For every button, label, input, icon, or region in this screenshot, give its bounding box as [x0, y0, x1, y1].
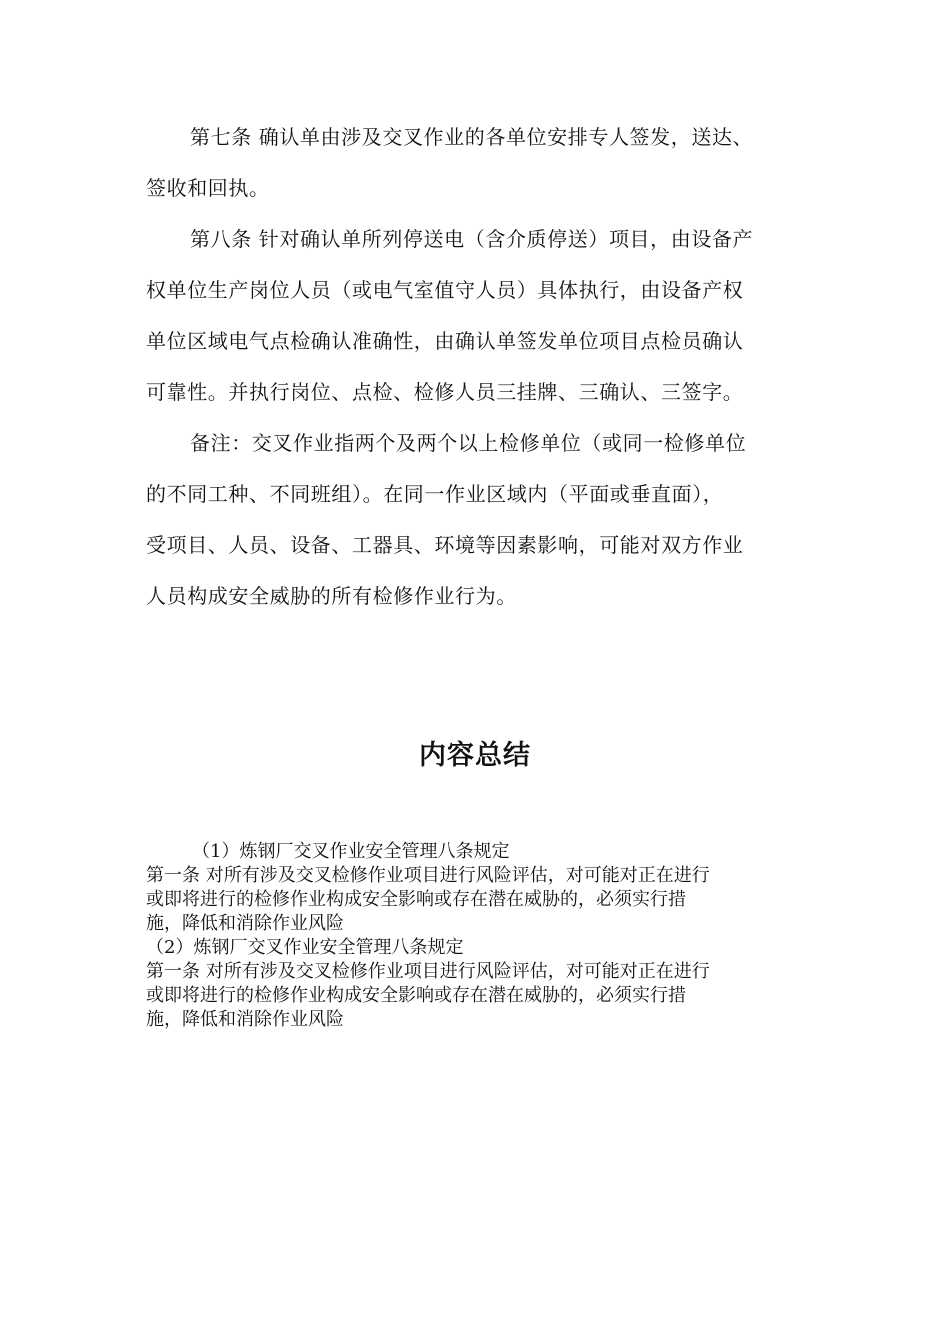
article-7-line-1: 第七条 确认单由涉及交叉作业的各单位安排专人签发，送达、: [190, 125, 754, 149]
article-8-line-2: 权单位生产岗位人员（或电气室值守人员）具体执行，由设备产权: [146, 278, 744, 302]
article-8-line-4: 可靠性。并执行岗位、点检、检修人员三挂牌、三确认、三签字。: [146, 380, 744, 404]
note-paragraph: [146, 418, 806, 622]
article-8-line-1: 第八条 针对确认单所列停送电（含介质停送）项目，由设备产: [190, 227, 754, 251]
summary-line-8: 施，降低和消除作业风险: [146, 1009, 344, 1030]
summary-line-7: 或即将进行的检修作业构成安全影响或存在潜在威胁的，必须实行措: [146, 985, 686, 1006]
summary-line-6: 第一条 对所有涉及交叉检修作业项目进行风险评估，对可能对正在进行: [146, 961, 710, 982]
article-8-line-3: 单位区域电气点检确认准确性，由确认单签发单位项目点检员确认: [146, 329, 744, 353]
note-line-3: 受项目、人员、设备、工器具、环境等因素影响，可能对双方作业: [146, 533, 744, 557]
summary-line-4: 施，降低和消除作业风险: [146, 913, 344, 934]
summary-block: [146, 840, 816, 1032]
summary-line-1: （1）炼钢厂交叉作业安全管理八条规定: [192, 841, 510, 862]
article-7-paragraph: [146, 112, 806, 214]
summary-title: 内容总结: [419, 740, 531, 771]
summary-line-2: 第一条 对所有涉及交叉检修作业项目进行风险评估，对可能对正在进行: [146, 865, 710, 886]
note-line-2: 的不同工种、不同班组）。在同一作业区域内（平面或垂直面），: [146, 482, 724, 506]
article-8-paragraph: [146, 214, 806, 418]
note-line-1: 备注：交叉作业指两个及两个以上检修单位（或同一检修单位: [190, 431, 747, 455]
note-line-4: 人员构成安全威胁的所有检修作业行为。: [146, 584, 517, 608]
article-7-line-2: 签收和回执。: [146, 176, 270, 200]
summary-line-5: （2）炼钢厂交叉作业安全管理八条规定: [146, 937, 464, 958]
summary-line-3: 或即将进行的检修作业构成安全影响或存在潜在威胁的，必须实行措: [146, 889, 686, 910]
